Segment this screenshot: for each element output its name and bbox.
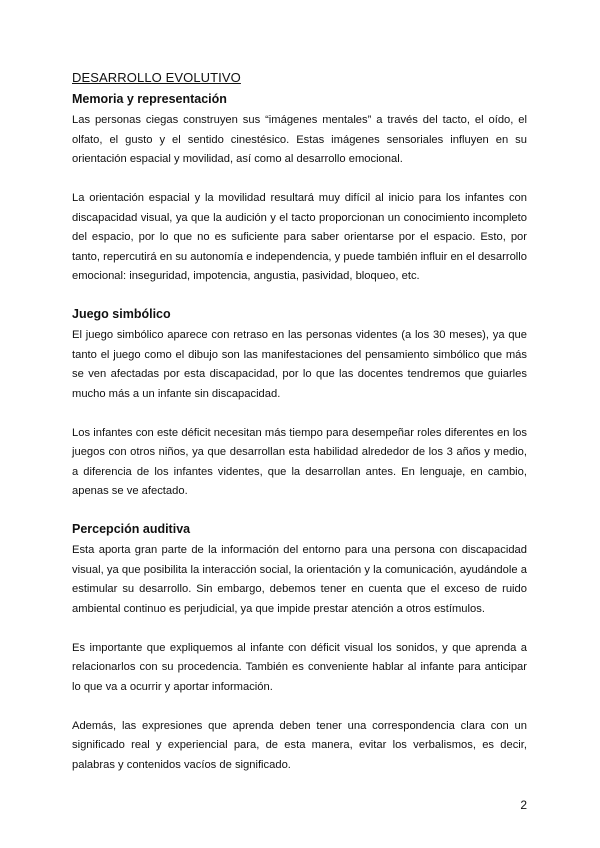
page-number: 2	[520, 798, 527, 812]
section-heading: Percepción auditiva	[72, 522, 191, 536]
section-juego-simbolico	[72, 306, 527, 502]
section-percepcion-auditiva	[72, 521, 527, 775]
paragraph: Esta aporta gran parte de la información del entorno para una persona con discapacidad visual, ya que posibilita la interacción social, la orientación y la comunicación, ayudándole a estimular su desarrollo. Sin embargo, debemos tener en cuenta que el exceso de ruido ambiental continuo es perjudicial, ya que impide prestar atención a otros estímulos.	[72, 544, 527, 615]
document-page	[72, 68, 527, 795]
document-title: DESARROLLO EVOLUTIVO	[72, 70, 241, 85]
section-heading: Juego simbólico	[72, 307, 171, 321]
paragraph: Los infantes con este déficit necesitan más tiempo para desempeñar roles diferentes en los juegos con otros niños, ya que desarrollan esta habilidad alrededor de los 3 años y medio, a diferencia de los infantes videntes, que la desarrollan antes. En lenguaje, en cambio, apenas se ve afectado.	[72, 426, 527, 497]
section-memoria	[72, 91, 527, 287]
paragraph: El juego simbólico aparece con retraso en las personas videntes (a los 30 meses), ya que tanto el juego como el dibujo son las manifestaciones del pensamiento simbólico que más se ven afectadas por esta discapacidad, por lo que las docentes tendremos que guiarles mucho más a un infante sin discapacidad.	[72, 329, 527, 400]
paragraph: Las personas ciegas construyen sus “imágenes mentales” a través del tacto, el oído, el olfato, el gusto y el sentido cinestésico. Estas imágenes sensoriales influyen en su orientación espacial y movilidad, así como al desarrollo emocional.	[72, 114, 527, 165]
section-heading: Memoria y representación	[72, 92, 227, 106]
paragraph: Además, las expresiones que aprenda deben tener una correspondencia clara con un significado real y experiencial para, de esta manera, evitar los verbalismos, es decir, palabras y contenidos vacíos de significado.	[72, 719, 527, 771]
paragraph: La orientación espacial y la movilidad resultará muy difícil al inicio para los infantes con discapacidad visual, ya que la audición y el tacto proporcionan un conocimiento incompleto del espacio, por lo que no es suficiente para saber orientarse por el espacio. Esto, por tanto, repercutirá en su autonomía e independencia, y puede también influir en el desarrollo emocional: inseguridad, impotencia, angustia, pasividad, bloqueo, etc.	[72, 192, 527, 282]
paragraph: Es importante que expliquemos al infante con déficit visual los sonidos, y que aprenda a relacionarlos con su procedencia. También es conveniente hablar al infante para anticipar lo que va a ocurrir y aportar información.	[72, 641, 527, 693]
